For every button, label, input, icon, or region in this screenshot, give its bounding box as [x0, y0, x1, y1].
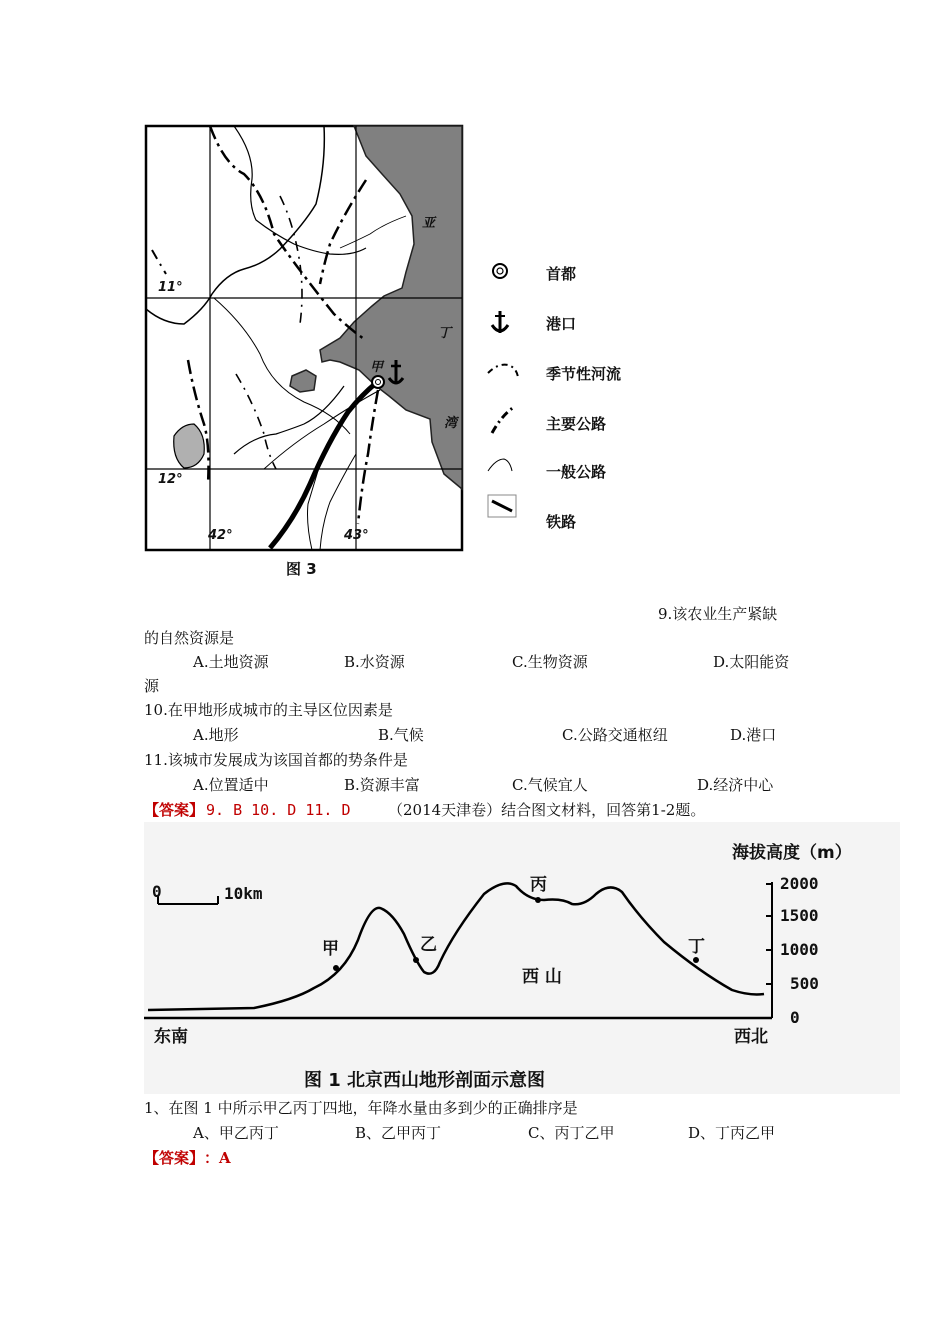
q1-option-a: A、甲乙丙丁: [193, 1124, 279, 1142]
scale-zero: 0: [152, 882, 162, 901]
dir-northwest: 西北: [734, 1027, 768, 1047]
point-label-bing: 丙: [530, 875, 547, 895]
answer-tag: 【答案】: [144, 801, 205, 819]
ytick-500: 500: [790, 974, 819, 993]
map-legend: [484, 255, 684, 545]
q9-option-d-wrap: 源: [144, 677, 160, 695]
q10-option-b: B.气候: [378, 726, 424, 744]
answer-text: 9. B 10. D 11. D: [206, 801, 351, 819]
sea-label-wan: 湾: [444, 416, 458, 431]
lon-label-43: 43°: [344, 528, 369, 543]
q1-answer-text: ：A: [204, 1149, 231, 1167]
legend-railway-label: 铁路: [546, 513, 577, 531]
railway-icon: [488, 495, 516, 517]
figure3-map: [144, 124, 464, 552]
q9-stem-part2: 的自然资源是: [144, 629, 235, 647]
ordinary-road-icon: [488, 459, 512, 471]
ytick-0: 0: [790, 1008, 800, 1027]
city-label-jia: 甲: [370, 360, 384, 375]
q9-option-d: D.太阳能资: [713, 653, 790, 671]
q1-option-d: D、丁丙乙甲: [688, 1124, 776, 1142]
q11-option-a: A.位置适中: [193, 776, 269, 794]
q11-stem: 11.该城市发展成为该国首都的势条件是: [144, 751, 408, 769]
point-label-jia: 甲: [322, 939, 339, 959]
q11-option-c: C.气候宜人: [512, 776, 588, 794]
q9-stem-part1: 9.该农业生产紧缺: [658, 605, 778, 623]
seasonal-river-icon: [488, 365, 518, 377]
section-intro: （2014天津卷）结合图文材料，回答第1-2题。: [388, 801, 706, 819]
q10-option-c: C.公路交通枢纽: [562, 726, 668, 744]
sea-label-ding: 丁: [438, 326, 452, 341]
capital-icon: [493, 264, 507, 278]
mountain-label: 西 山: [522, 967, 562, 987]
map-canvas: [144, 124, 464, 552]
hatched-area: [174, 424, 205, 468]
figure1-profile: [144, 822, 900, 1094]
q10-option-d: D.港口: [730, 726, 777, 744]
profile-ylabel: 海拔高度（m）: [732, 843, 852, 863]
q10-stem: 10.在甲地形成城市的主导区位因素是: [144, 701, 393, 719]
point-label-ding: 丁: [688, 937, 705, 957]
legend-main-road-label: 主要公路: [546, 415, 607, 433]
figure3-caption: 图 3: [286, 560, 317, 578]
point-jia: [333, 965, 339, 971]
figure1-caption: 图 1 北京西山地形剖面示意图: [304, 1070, 546, 1091]
q1-answer-tag: 【答案】: [144, 1149, 205, 1167]
ytick-1500: 1500: [780, 906, 819, 925]
legend-ordinary-road-label: 一般公路: [546, 463, 607, 481]
q9-option-c: C.生物资源: [512, 653, 588, 671]
dir-southeast: 东南: [154, 1027, 188, 1047]
q1-stem: 1、在图 1 中所示甲乙丙丁四地，年降水量由多到少的正确排序是: [144, 1099, 578, 1117]
q11-option-b: B.资源丰富: [344, 776, 420, 794]
q1-option-c: C、丙丁乙甲: [528, 1124, 615, 1142]
lat-label-12: 12°: [158, 472, 183, 487]
point-label-yi: 乙: [420, 935, 437, 955]
point-ding: [693, 957, 699, 963]
point-yi: [413, 957, 419, 963]
port-icon: [492, 311, 508, 333]
sea-label-ya: 亚: [422, 216, 436, 231]
point-bing: [535, 897, 541, 903]
legend-seasonal-river-label: 季节性河流: [546, 365, 622, 383]
lat-label-11: 11°: [158, 280, 183, 295]
q11-option-d: D.经济中心: [697, 776, 774, 794]
lon-label-42: 42°: [208, 528, 233, 543]
q9-option-a: A.土地资源: [193, 653, 269, 671]
q1-option-b: B、乙甲丙丁: [355, 1124, 442, 1142]
ytick-2000: 2000: [780, 874, 819, 893]
legend-capital-label: 首都: [546, 265, 577, 283]
ytick-1000: 1000: [780, 940, 819, 959]
q9-option-b: B.水资源: [344, 653, 405, 671]
legend-port-label: 港口: [546, 315, 577, 333]
scale-label: 10km: [224, 884, 263, 903]
q10-option-a: A.地形: [193, 726, 239, 744]
main-road-icon: [492, 407, 514, 433]
